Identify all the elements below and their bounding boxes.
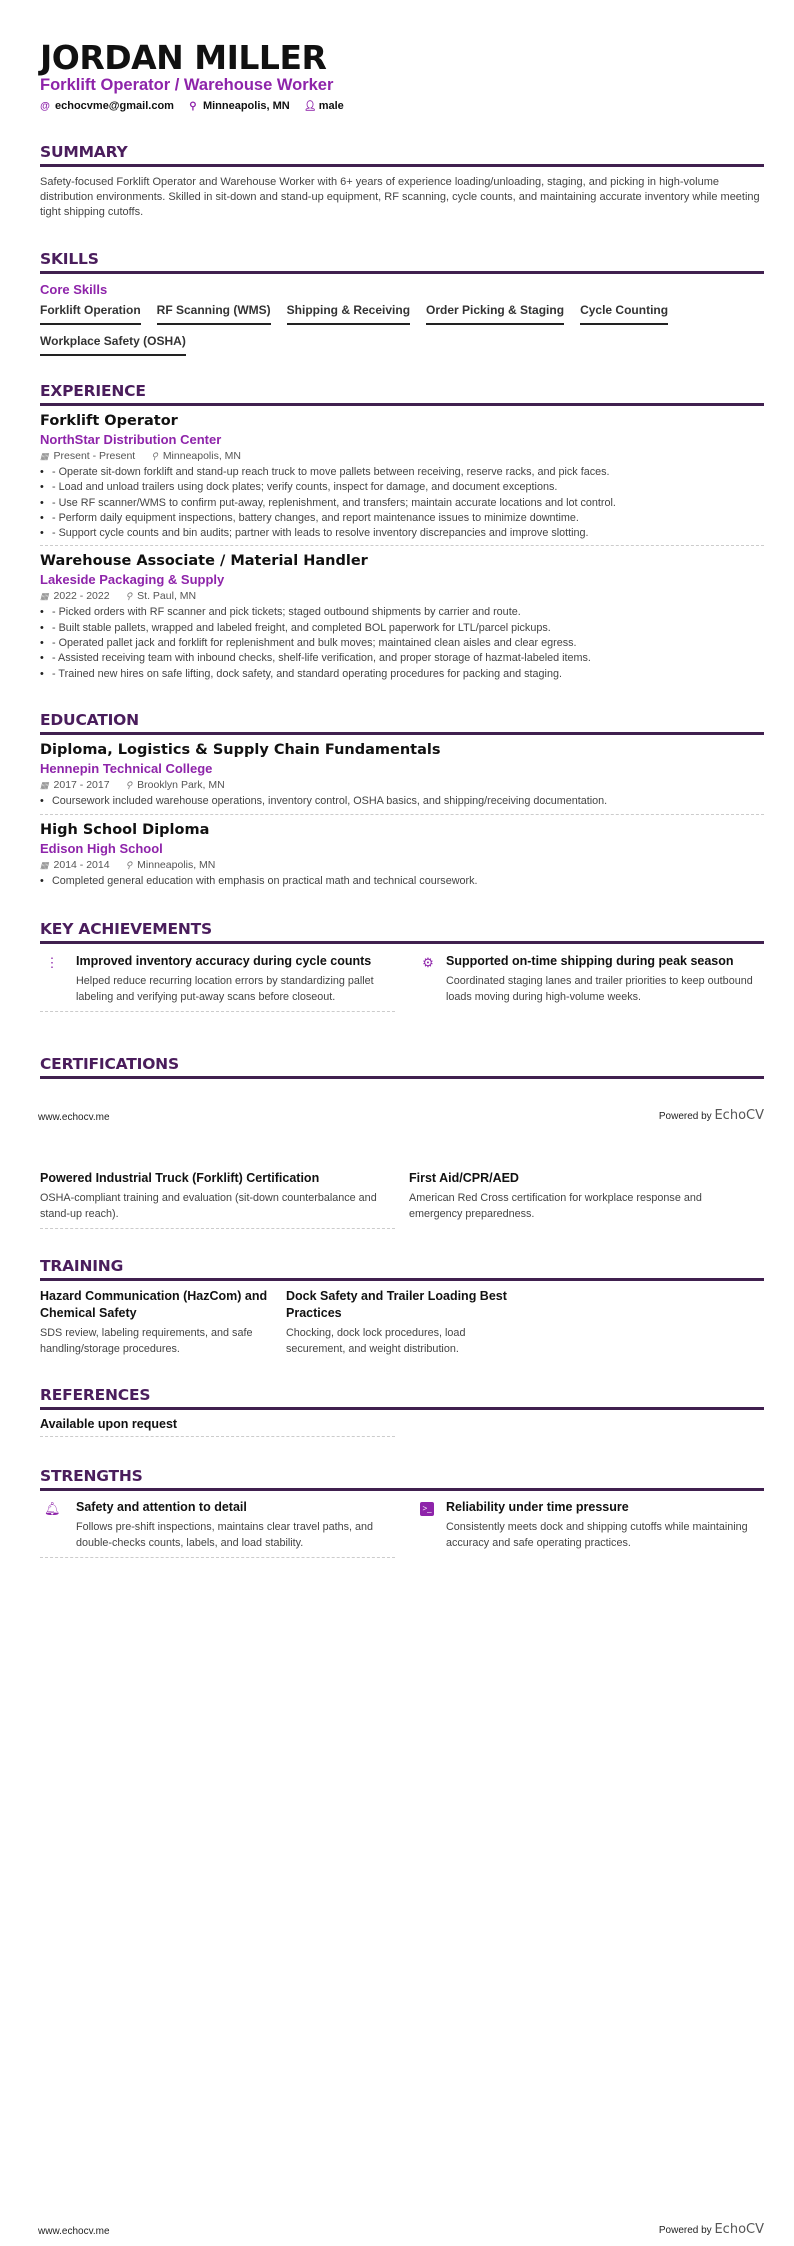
- certifications-list: [40, 1170, 764, 1230]
- gender-text: male: [318, 100, 344, 112]
- section-heading: EXPERIENCE: [40, 381, 764, 406]
- achievement-item: [408, 953, 764, 1005]
- experience-section: [40, 381, 764, 686]
- location-pin-icon: ⚲: [125, 780, 133, 790]
- footer-url[interactable]: www.echocv.me: [38, 1112, 110, 1123]
- degree: High School Diploma: [40, 822, 210, 839]
- school: Hennepin Technical College: [40, 761, 213, 776]
- footer-url[interactable]: www.echocv.me: [38, 2226, 110, 2237]
- powered-by-text: Powered by: [658, 2225, 712, 2236]
- certification-title: Powered Industrial Truck (Forklift) Certification: [40, 1171, 320, 1185]
- section-heading: REFERENCES: [40, 1385, 764, 1410]
- education-section: [40, 710, 764, 894]
- certifications-heading-wrap: [40, 1054, 764, 1079]
- school: Edison High School: [40, 841, 163, 857]
- training-desc: Chocking, dock lock procedures, load securement, and weight distribution.: [286, 1327, 466, 1355]
- edu-location: Brooklyn Park, MN: [137, 779, 225, 791]
- training-desc: SDS review, labeling requirements, and safe handling/storage procedures.: [40, 1327, 253, 1355]
- contact-location: [188, 100, 290, 112]
- location-text: Minneapolis, MN: [202, 100, 290, 112]
- dots-vertical-icon: ⋮: [45, 955, 59, 970]
- bullet: • - Perform daily equipment inspections, battery changes, and report maintenance issues to minimize downtime.: [40, 511, 764, 526]
- job-company: NorthStar Distribution Center: [40, 432, 222, 447]
- location-pin-icon: ⚲: [189, 100, 197, 112]
- summary-text: Safety-focused Forklift Operator and Warehouse Worker with 6+ years of experience loading/unloading, staging, and picking in high-volume distribution environments. Skilled in sit-down and stand-up equipment, RF scanning, cycle counts, and maintaining accurate inventory while meeting tight shipping cutoffs.: [40, 176, 760, 218]
- education-entry: [40, 815, 764, 893]
- section-heading: EDUCATION: [40, 710, 764, 735]
- candidate-name: JORDAN MILLER: [40, 38, 327, 77]
- references-section: [40, 1385, 764, 1437]
- bullet: • - Load and unload trailers using dock plates; verify counts, inspect for damage, and document exceptions.: [40, 480, 764, 495]
- education-entry: [40, 735, 764, 815]
- achievement-desc: Helped reduce recurring location errors by standardizing pallet labeling and verifying put-away scans before closeout.: [76, 975, 374, 1003]
- section-heading: SKILLS: [40, 249, 764, 274]
- references-text: Available upon request: [40, 1416, 395, 1437]
- degree: Diploma, Logistics & Supply Chain Fundamentals: [40, 742, 441, 758]
- skills-section: [40, 249, 764, 356]
- skill-group-title: Core Skills: [40, 282, 108, 297]
- skill-item: Forklift Operation: [40, 302, 141, 325]
- certification-desc: American Red Cross certification for workplace response and emergency preparedness.: [409, 1192, 702, 1220]
- job-location: St. Paul, MN: [137, 590, 197, 603]
- job-location: Minneapolis, MN: [162, 450, 242, 462]
- contact-email[interactable]: [40, 100, 174, 112]
- calendar-icon: ▦: [40, 451, 49, 461]
- email-text: echocvme@gmail.com: [55, 100, 174, 112]
- skill-item: Cycle Counting: [580, 302, 668, 325]
- section-heading: TRAINING: [40, 1256, 764, 1281]
- page-footer: [38, 1108, 764, 1123]
- page-footer: [38, 2222, 764, 2237]
- edu-location: Minneapolis, MN: [137, 859, 216, 872]
- achievement-title: Supported on-time shipping during peak season: [446, 954, 734, 968]
- location-pin-icon: ⚲: [125, 591, 133, 602]
- job-dates: Present - Present: [53, 450, 136, 462]
- bullet: • - Operate sit-down forklift and stand-up reach truck to move pallets between receiving, reserve racks, and pick faces.: [40, 465, 764, 480]
- bell-icon: 🔔︎: [44, 1501, 61, 1516]
- strength-title: Reliability under time pressure: [446, 1500, 629, 1514]
- contact-gender: [304, 100, 344, 112]
- job-position: Warehouse Associate / Material Handler: [40, 553, 368, 570]
- bullet: • - Support cycle counts and bin audits; partner with leads to resolve inventory discrepancies and improve slotting.: [40, 526, 764, 541]
- skill-item: RF Scanning (WMS): [157, 302, 271, 325]
- achievement-item: [40, 953, 395, 1012]
- skill-item: Order Picking & Staging: [426, 302, 564, 325]
- bullet: • Coursework included warehouse operations, inventory control, OSHA basics, and shipping/receiving documentation.: [40, 794, 764, 809]
- section-heading: CERTIFICATIONS: [40, 1054, 764, 1079]
- certification-item: [409, 1170, 749, 1222]
- skill-item: Shipping & Receiving: [287, 302, 410, 325]
- gear-icon: ⚙: [422, 955, 434, 970]
- training-section: [40, 1256, 764, 1358]
- calendar-icon: ▦: [40, 780, 49, 790]
- bullet: • - Built stable pallets, wrapped and labeled freight, and completed BOL paperwork for LTL/parcel pickups.: [40, 621, 764, 636]
- brand-logo: EchoCV: [714, 1108, 764, 1123]
- training-item: [286, 1288, 511, 1357]
- contact-info: [40, 100, 764, 112]
- strength-desc: Follows pre-shift inspections, maintains clear travel paths, and double-checks counts, labels, and load stability.: [76, 1521, 374, 1549]
- skill-item: Workplace Safety (OSHA): [40, 333, 186, 356]
- job-company: Lakeside Packaging & Supply: [40, 572, 225, 588]
- certification-desc: OSHA-compliant training and evaluation (sit-down counterbalance and stand-up reach).: [40, 1192, 377, 1220]
- person-icon: 👤︎: [303, 100, 317, 112]
- location-pin-icon: ⚲: [125, 860, 133, 871]
- training-title: Hazard Communication (HazCom) and Chemical Safety: [40, 1289, 268, 1320]
- bullet: • - Use RF scanner/WMS to confirm put-away, replenishment, and transfers; maintain accurate locations and lot control.: [40, 496, 764, 511]
- brand-logo: EchoCV: [714, 2222, 764, 2237]
- section-heading: STRENGTHS: [40, 1466, 764, 1491]
- strength-desc: Consistently meets dock and shipping cutoffs while maintaining accuracy and safe operating practices.: [446, 1521, 748, 1549]
- strength-item: [40, 1499, 395, 1558]
- section-heading: KEY ACHIEVEMENTS: [40, 919, 764, 944]
- terminal-icon: >_: [420, 1502, 434, 1516]
- job-entry: [40, 546, 764, 685]
- email-icon: @: [40, 100, 50, 112]
- certification-item: [40, 1170, 395, 1229]
- bullet: • - Trained new hires on safe lifting, dock safety, and standard operating procedures for packing and staging.: [40, 667, 764, 682]
- calendar-icon: ▦: [40, 591, 49, 602]
- job-dates: 2022 - 2022: [53, 590, 110, 603]
- calendar-icon: ▦: [40, 860, 49, 871]
- achievement-title: Improved inventory accuracy during cycle counts: [76, 954, 372, 968]
- bullet: • Completed general education with emphasis on practical math and technical coursework.: [40, 874, 764, 889]
- achievement-desc: Coordinated staging lanes and trailer priorities to keep outbound loads moving during high-volume weeks.: [446, 975, 753, 1003]
- certification-title: First Aid/CPR/AED: [409, 1171, 519, 1185]
- edu-dates: 2017 - 2017: [53, 779, 110, 791]
- job-bullets: [40, 465, 764, 541]
- bullet: • - Assisted receiving team with inbound checks, shelf-life verification, and proper storage of hazmat-labeled items.: [40, 651, 764, 666]
- edu-dates: 2014 - 2014: [53, 859, 110, 872]
- section-heading: SUMMARY: [40, 142, 764, 167]
- strength-item: [408, 1499, 764, 1551]
- bullet: • - Operated pallet jack and forklift for replenishment and bulk moves; maintained clean aisles and clear egress.: [40, 636, 764, 651]
- job-bullets: [40, 605, 764, 681]
- job-title: Forklift Operator / Warehouse Worker: [40, 76, 334, 94]
- strengths-section: [40, 1466, 764, 1569]
- training-title: Dock Safety and Trailer Loading Best Practices: [286, 1289, 507, 1320]
- skills-list: [40, 302, 764, 356]
- summary-section: [40, 142, 764, 220]
- job-position: Forklift Operator: [40, 413, 178, 429]
- bullet: • - Picked orders with RF scanner and pick tickets; staged outbound shipments by carrier and route.: [40, 605, 764, 620]
- job-entry: [40, 406, 764, 546]
- strength-title: Safety and attention to detail: [76, 1500, 247, 1514]
- training-item: [40, 1288, 275, 1357]
- achievements-section: [40, 919, 764, 1043]
- location-pin-icon: ⚲: [151, 451, 158, 461]
- powered-by-text: Powered by: [658, 1111, 712, 1122]
